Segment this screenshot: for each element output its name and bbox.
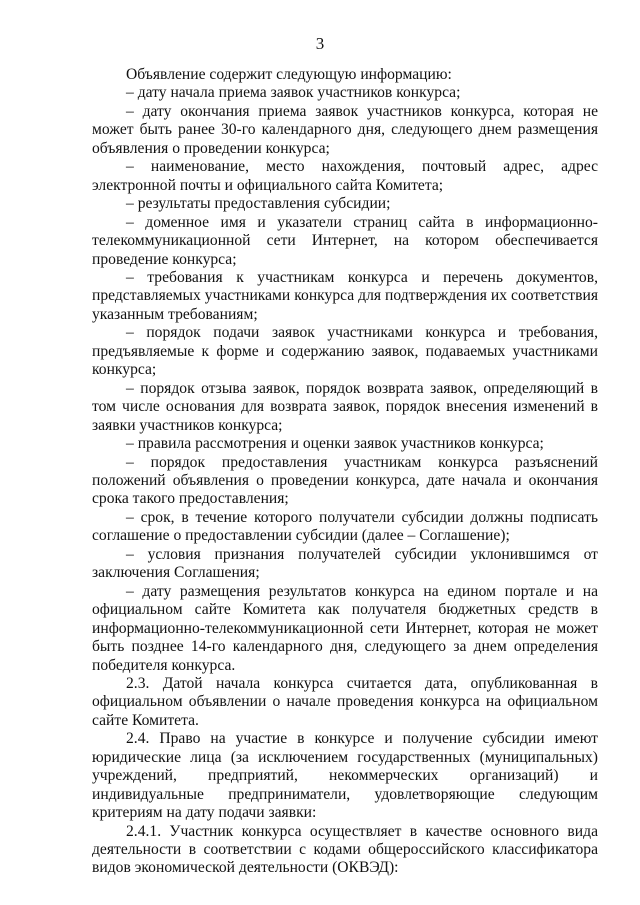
list-item-evasion-conditions: – условия признания получателей субсидии уклонившимся от заключения Соглашения;: [92, 545, 598, 582]
list-item-domain-name: – доменное имя и указатели страниц сайта в информационно-телекоммуникационной сети Интернет, на котором обеспечивается проведение конкурса;: [92, 213, 598, 268]
list-item-end-date: – дату окончания приема заявок участников конкурса, которая не может быть ранее 30-го календарного дня, следующего днем размещения объявления о проведении конкурса;: [92, 102, 598, 157]
section-2-4-1: 2.4.1. Участник конкурса осуществляет в качестве основного вида деятельности в соответствии с кодами общероссийского классификатора видов экономической деятельности (ОКВЭД):: [92, 822, 598, 877]
list-item-participant-requirements: – требования к участникам конкурса и перечень документов, представляемых участниками конкурса для подтверждения их соответствия указанным требованиям;: [92, 268, 598, 323]
list-item-evaluation-rules: – правила рассмотрения и оценки заявок участников конкурса;: [126, 435, 544, 453]
page-number: 3: [315, 34, 325, 53]
section-2-3: 2.3. Датой начала конкурса считается дата, опубликованная в официальном объявлении о начале проведения конкурса на официальном сайте Комитета.: [92, 674, 598, 729]
list-item-subsidy-results: – результаты предоставления субсидии;: [126, 195, 391, 213]
section-2-4: 2.4. Право на участие в конкурсе и получение субсидии имеют юридические лица (за исключением государственных (муниципальных) учреждений, предприятий, некоммерческих организаций) и индивидуальные предприниматели, удовлетворяющие следующим критериям на дату подачи заявки:: [92, 730, 598, 822]
list-item-application-procedure: – порядок подачи заявок участниками конкурса и требования, предъявляемые к форме и содержанию заявок, подаваемых участниками конкурса;: [92, 324, 598, 379]
list-item-withdrawal-procedure: – порядок отзыва заявок, порядок возврата заявок, определяющий в том числе основания для возврата заявок, порядок внесения изменений в заявки участников конкурса;: [92, 379, 598, 434]
list-item-results-publication: – дату размещения результатов конкурса на едином портале и на официальном сайте Комитета как получателя бюджетных средств в информационно-телекоммуникационной сети Интернет, которая не может быть позднее 14-го календарного дня, следующего за днем определения победителя конкурса.: [92, 582, 598, 674]
document-body: [92, 66, 598, 878]
list-item-committee-contacts: – наименование, место нахождения, почтовый адрес, адрес электронной почты и официального сайта Комитета;: [92, 158, 598, 194]
list-item-clarifications: – порядок предоставления участникам конкурса разъяснений положений объявления о проведении конкурса, дате начала и окончания срока такого предоставления;: [92, 453, 598, 508]
list-item-start-date: – дату начала приема заявок участников конкурса;: [126, 84, 461, 102]
list-item-agreement-term: – срок, в течение которого получатели субсидии должны подписать соглашение о предоставлении субсидии (далее – Соглашение);: [92, 508, 598, 545]
paragraph-announcement-intro: Объявление содержит следующую информацию:: [126, 66, 452, 83]
